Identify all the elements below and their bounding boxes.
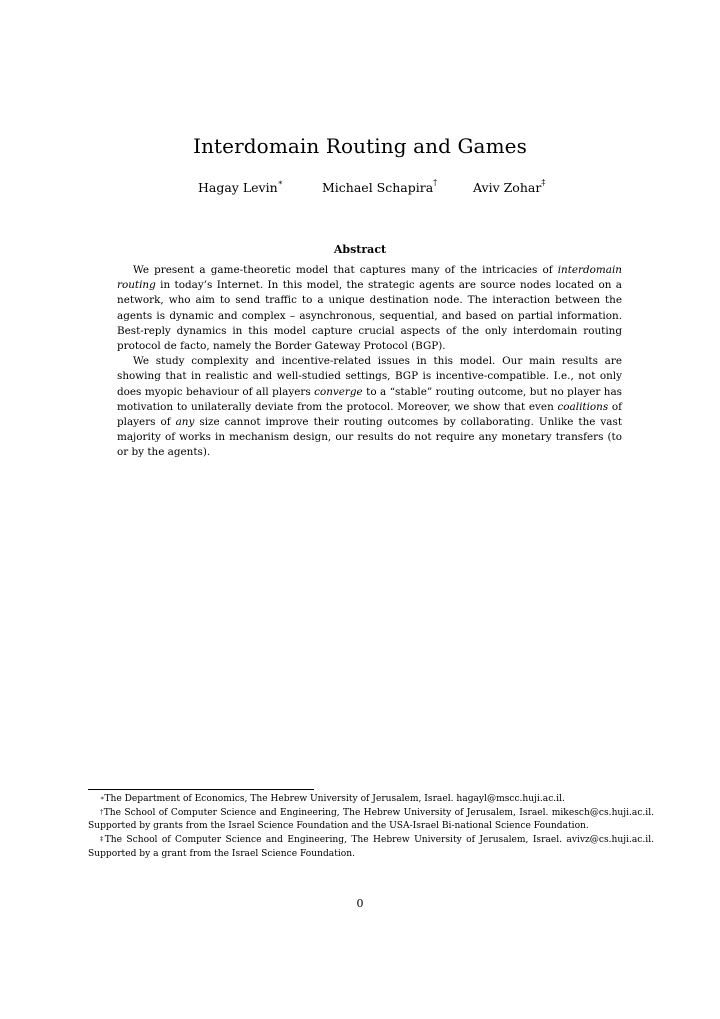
paper-title: Interdomain Routing and Games — [193, 134, 527, 158]
author-hagay-levin — [198, 180, 283, 195]
author-footnote-mark: † — [433, 178, 438, 187]
author-michael-schapira — [322, 180, 437, 195]
abstract-text: We study complexity and incentive-related issues in this model. Our main results are showing that in realistic and well-studied settings, BGP is incentive-compatible. I.e., not only does myopic behaviour of all players — [117, 355, 622, 398]
author-footnote-mark: ‡ — [541, 178, 546, 187]
author-name: Michael Schapira — [322, 180, 434, 195]
author-aviv-zohar — [473, 180, 545, 195]
abstract-heading: Abstract — [333, 243, 387, 256]
abstract-text: We present a game-theoretic model that captures many of the intricacies of — [133, 264, 558, 276]
abstract-text: size cannot improve their routing outcomes by collaborating. Unlike the vast majority of works in mechanism design, our results do not require any monetary transfers (to or by the agents). — [117, 416, 622, 459]
abstract-emphasis: any — [175, 416, 195, 429]
abstract-text: to a “stable” routing outcome, but no player has motivation to unilaterally deviate from the protocol. Moreover, we show that even — [117, 385, 622, 413]
abstract-body — [117, 263, 622, 461]
footnote-mark: ‡ — [100, 835, 105, 844]
abstract-text: of players of — [117, 400, 622, 429]
abstract-emphasis: coalitions — [557, 400, 609, 413]
page-number: 0 — [356, 897, 364, 910]
author-name: Aviv Zohar — [473, 180, 542, 195]
footnote-1 — [88, 793, 654, 807]
author-footnote-mark: ∗ — [277, 178, 284, 187]
abstract-emphasis: interdomain routing — [117, 264, 622, 292]
author-name: Hagay Levin — [198, 180, 278, 195]
abstract-emphasis: converge — [314, 385, 363, 398]
footnotes — [88, 793, 654, 862]
footnote-text: The School of Computer Science and Engineering, The Hebrew University of Jerusalem, Israel. mikesch@cs.huji.ac.il. Supported by grants from the Israel Science Foundation and the USA-Israel Bi-national Science Foundation. — [88, 807, 655, 832]
footnote-mark: ∗ — [100, 794, 105, 802]
footnote-divider — [88, 789, 314, 790]
abstract-paragraph-2 — [117, 354, 622, 460]
abstract-paragraph-1 — [117, 263, 622, 354]
author-list — [0, 180, 720, 200]
abstract-text: in today’s Internet. In this model, the strategic agents are source nodes located on a network, who aim to send traffic to a unique destination node. The interaction between the agents is dynamic and complex – asynchronous, sequential, and based on partial information. Best-reply dynamics in this model capture crucial aspects of the only interdomain routing protocol de facto, namely the Border Gateway Protocol (BGP). — [117, 279, 622, 353]
footnote-text: The School of Computer Science and Engineering, The Hebrew University of Jerusalem, Israel. avivz@cs.huji.ac.il. Supported by a grant from the Israel Science Foundation. — [88, 835, 654, 859]
footnote-text: The Department of Economics, The Hebrew University of Jerusalem, Israel. hagayl@mscc.huji.ac.il. — [104, 794, 565, 804]
footnote-2 — [88, 807, 654, 834]
footnote-3 — [88, 834, 654, 861]
footnote-mark: † — [100, 807, 104, 816]
